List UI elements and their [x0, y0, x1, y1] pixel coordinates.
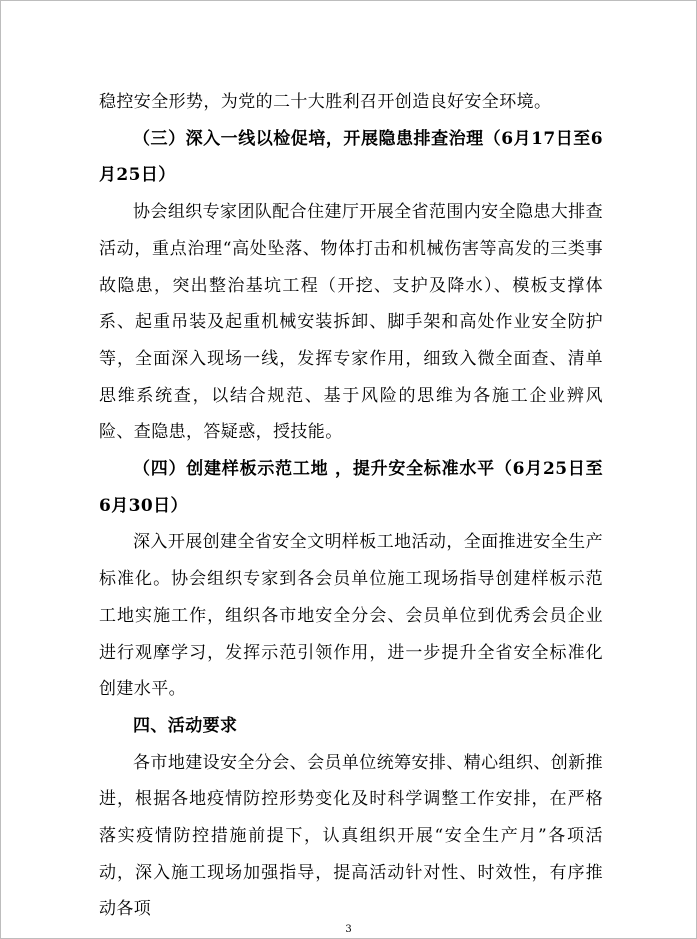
section-heading-3: （三）深入一线以检促培，开展隐患排查治理（6月17日至6月25日） — [99, 128, 603, 186]
section-heading-4: （四）创建样板示范工地 ，提升安全标准水平（6月25日至6月30日） — [99, 459, 603, 516]
body-paragraph-requirements: 各市地建设安全分会、会员单位统筹安排、精心组织、创新推进，根据各地疫情防控形势变化及时科学调整工作安排，在严格落实疫情防控措施前提下，认真组织开展“安全生产月”各项活动，深入施工现场加强指导，提高活动针对性、时效性，有序推动各项 — [99, 752, 603, 920]
page-number: 3 — [345, 924, 352, 935]
document-page — [99, 84, 603, 928]
body-paragraph-model-site: 深入开展创建全省安全文明样板工地活动，全面推进安全生产标准化。协会组织专家到各会员单位施工现场指导创建样板示范工地实施工作，组织各市地安全分会、会员单位到优秀会员企业进行观摩学习，发挥示范引领作用，进一步提升全省安全标准化创建水平。 — [99, 532, 603, 700]
section-heading-requirements: 四、活动要求 — [133, 715, 238, 736]
body-paragraph-inspection: 协会组织专家团队配合住建厅开展全省范围内安全隐患大排查活动，重点治理“高处坠落、物体打击和机械伤害等高发的三类事故隐患，突出整治基坑工程（开挖、支护及降水）、模板支撑体系、起重吊装及起重机械安装拆卸、脚手架和高处作业安全防护等，全面深入现场一线，发挥专家作用，细致入微全面查、清单思维系统查，以结合规范、基于风险的思维为各施工企业辨风险、查隐患，答疑惑，授技能。 — [99, 202, 603, 443]
body-paragraph-continuation: 稳控安全形势，为党的二十大胜利召开创造良好安全环境。 — [99, 92, 552, 112]
